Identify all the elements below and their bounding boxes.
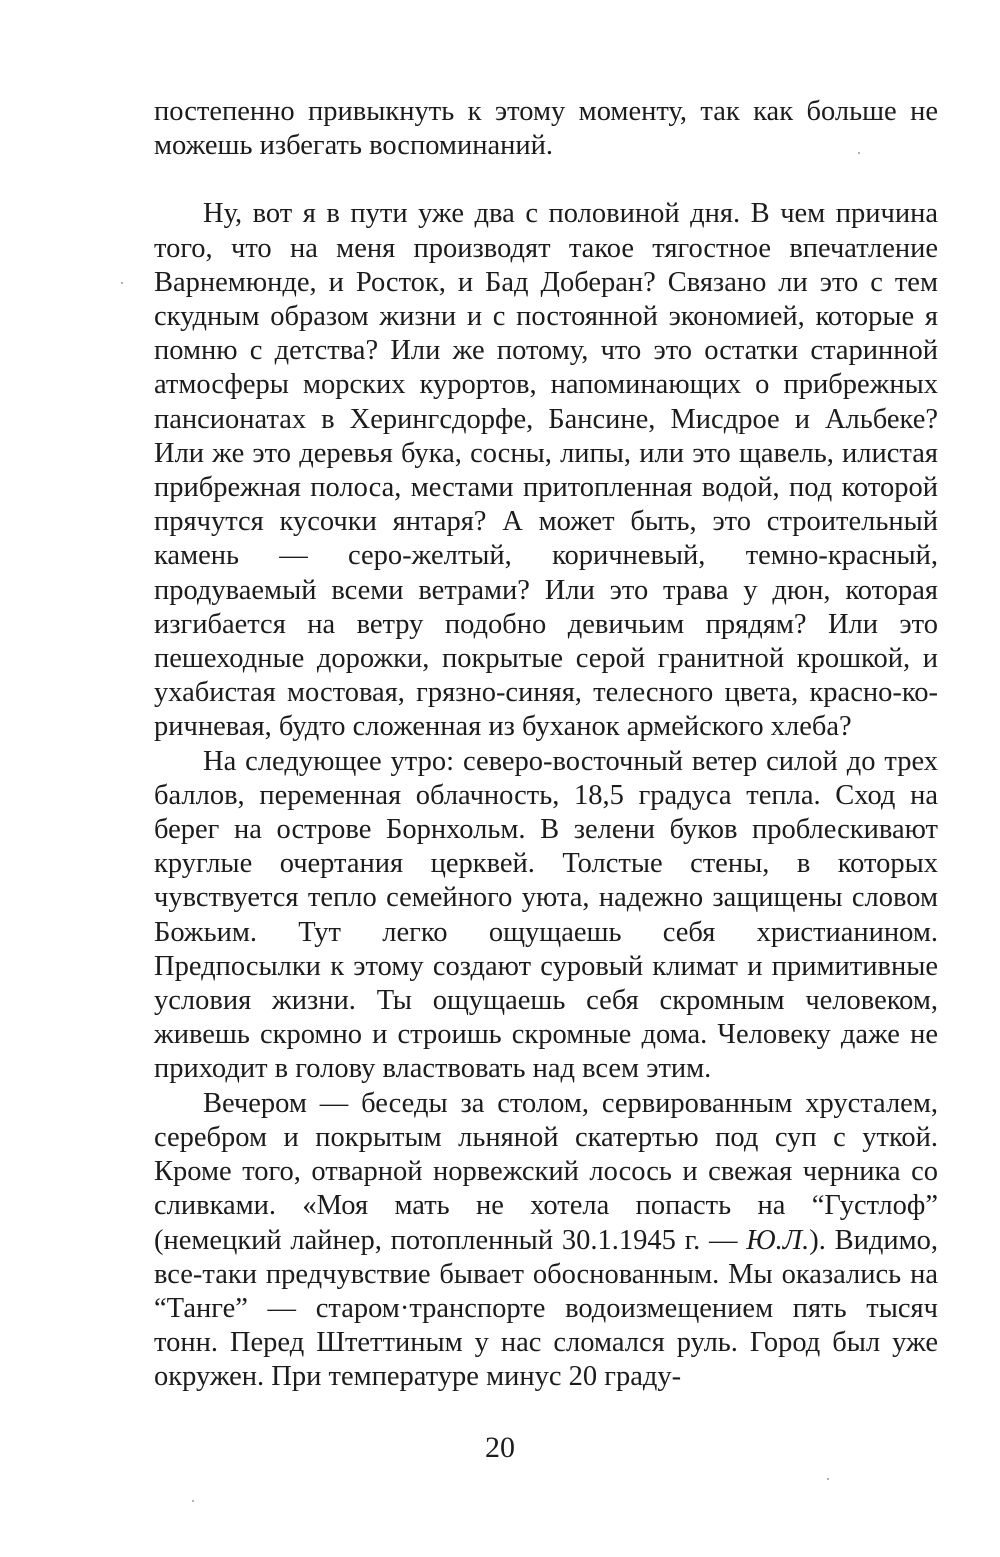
body-text [154,95,938,1395]
scan-speck [121,282,123,284]
paragraph-text: Вечером — беседы за столом, сервированным хрусталем, серебром и покрытым льняной скатертью под суп с уткой. Кроме того, отварной норвежский лосось и свежая черника со сливками. «Моя мать не хотела попасть на “Густлоф” (немецкий лайнер, потопленный 30.1.1945 г. — [154,1087,938,1256]
paragraph-continuation: постепенно привыкнуть к этому моменту, так как больше не можешь избегать воспоминаний. [154,96,938,162]
page-number: 20 [485,1431,515,1464]
paragraph [154,1087,938,1395]
scan-speck [827,1478,829,1480]
paragraph: Ну, вот я в пути уже два с половиной дня. В чем причина того, что на меня производят такое тягостное впечатление Варнемюнде, и Росток, и Бад Доберан? Связано ли это с тем скудным образом жизни и с постоянной экономией, которые я помню с детства? Или же потому, что это остатки старинной атмосферы морских курортов, напоминающих о прибрежных пансионатах в Херингсдорфе, Бансине, Мисдрое и Альбеке? Или же это деревья бука, сосны, липы, или это щавель, илистая прибрежная полоса, местами притопленная водой, под которой прячутся кусочки янтаря? А может быть, это строительный камень — серо-желтый, коричневый, темно-красный, продуваемый всеми ветрами? Или это трава у дюн, которая изгибается на ветру подобно девичьим прядям? Или это пешеходные дорожки, покрытые серой гранитной крошкой, и ухабистая мостовая, грязно-синяя, телесного цвета, красно-коричневая, будто сложенная из буханок армейского хлеба? [154,198,938,743]
paragraph-text: ). Видимо, все-таки предчувствие бывает обоснованным. Мы оказались на “Танге” — старом·транспорте водоизмещением пять тысяч тонн. Перед Штеттиным у нас сломался руль. Город был уже окружен. При температуре минус 20 граду- [154,1224,938,1393]
paragraph: На следующее утро: северо-восточный ветер силой до трех баллов, переменная облачность, 18,5 градуса тепла. Сход на берег на острове Борнхольм. В зелени буков проблескивают круглые очертания церквей. Толстые стены, в которых чувствуется тепло семейного уюта, надежно защищены словом Божьим. Тут легко ощущаешь себя христианином. Предпосылки к этому создают суровый климат и примитивные условия жизни. Ты ощущаешь себя скромным человеком, живешь скромно и строишь скромные дома. Человеку даже не приходит в голову властвовать над всем этим. [154,745,938,1085]
author-initials: Ю.Л. [746,1224,810,1256]
scan-speck [192,1500,194,1502]
